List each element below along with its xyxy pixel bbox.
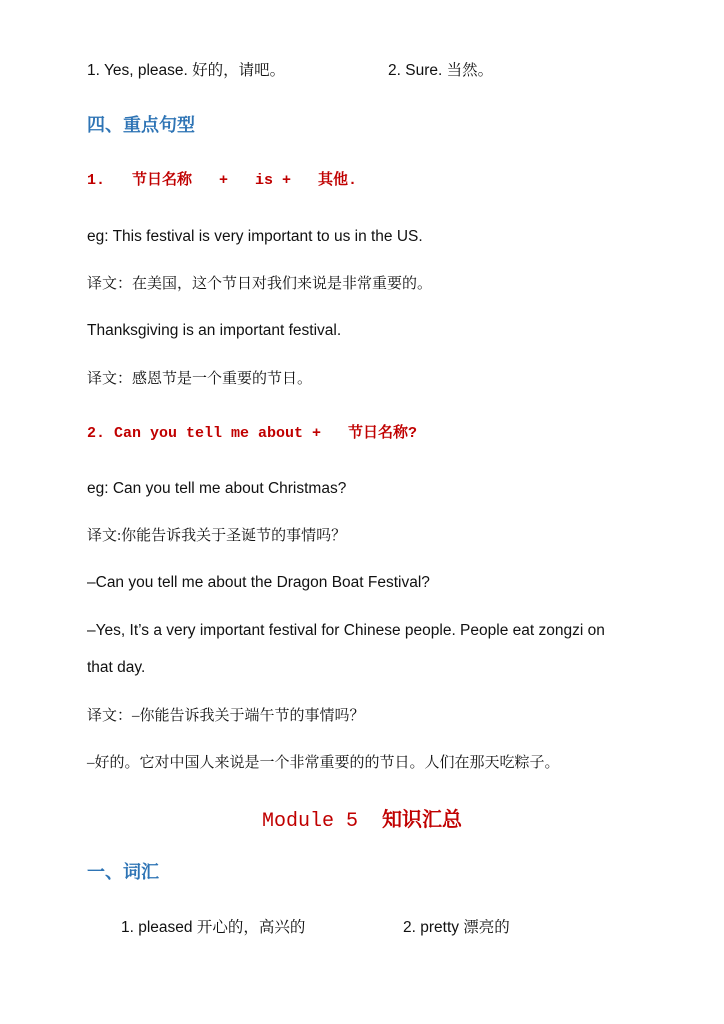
dialog-answer-line-1: –Yes, It’s a very important festival for Chinese people. People eat zongzi on xyxy=(87,622,605,639)
vocab-item-yes-please: 1. Yes, please. 好的，请吧。 xyxy=(87,62,286,79)
module-title-cjk: 知识汇总 xyxy=(382,807,463,831)
module-title-prefix: Module 5 xyxy=(261,810,383,833)
translation-question: 译文：–你能告诉我关于端午节的事情吗？ xyxy=(87,708,365,724)
module-title xyxy=(0,806,724,835)
translation: 译文：感恩节是一个重要的节日。 xyxy=(87,371,313,387)
translation: 译文:你能告诉我关于圣诞节的事情吗？ xyxy=(87,528,347,544)
dialog-answer-line-2: that day. xyxy=(87,659,146,676)
dialog-question: –Can you tell me about the Dragon Boat Festival? xyxy=(87,574,430,591)
vocab-item-sure: 2. Sure. 当然。 xyxy=(388,62,494,79)
example-sentence: eg: This festival is very important to us in the US. xyxy=(87,228,423,245)
example-sentence: eg: Can you tell me about Christmas? xyxy=(87,480,347,497)
vocab-item-pleased: 1. pleased 开心的，高兴的 xyxy=(121,919,306,936)
sentence-pattern-1: 1. 节日名称 + is + 其他. xyxy=(87,172,358,189)
translation: 译文：在美国，这个节日对我们来说是非常重要的。 xyxy=(87,276,433,292)
section-heading-vocabulary: 一、词汇 xyxy=(87,862,159,883)
vocab-item-pretty: 2. pretty 漂亮的 xyxy=(403,919,510,936)
section-heading-key-sentences: 四、重点句型 xyxy=(87,115,195,136)
sentence-pattern-2: 2. Can you tell me about + 节日名称? xyxy=(87,425,418,442)
example-sentence: Thanksgiving is an important festival. xyxy=(87,322,342,339)
translation-answer: –好的。它对中国人来说是一个非常重要的的节日。人们在那天吃粽子。 xyxy=(87,755,560,771)
